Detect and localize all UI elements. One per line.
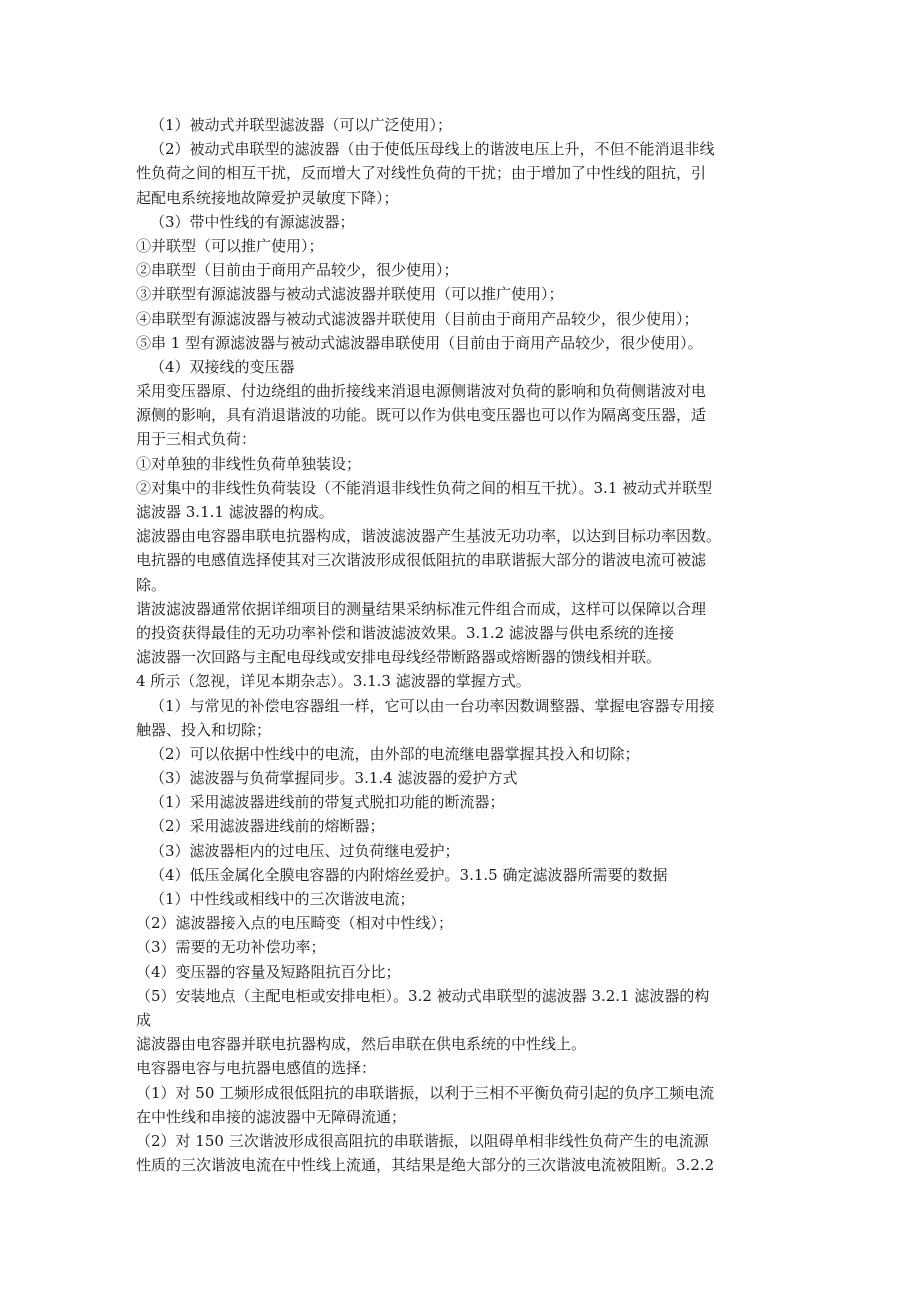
text-line: 滤波器由电容器串联电抗器构成，谐波滤波器产生基波无功功率，以达到目标功率因数。 [136,527,722,546]
text-line: ⑤串 1 型有源滤波器与被动式滤波器串联使用（目前由于商用产品较少，很少使用）。 [136,333,703,352]
text-line: （2）对 150 三次谐波形成很高阻抗的串联谐振，以阻碍单相非线性负荷产生的电流源 [136,1131,709,1150]
text-line: 电容器电容与电抗器电感值的选择： [136,1059,377,1078]
document-body [136,113,796,1177]
text-line: 滤波器 3.1.1 滤波器的构成。 [136,503,334,521]
text-line: （1）对 50 工频形成很低阻抗的串联谐振，以利于三相不平衡负荷引起的负序工频电流 [136,1083,715,1102]
text-line: （4）双接线的变压器 [150,357,295,376]
text-line: 滤波器一次回路与主配电母线或安排电母线经带断路器或熔断器的馈线相并联。 [136,648,662,667]
text-line: （2）可以依据中性线中的电流，由外部的电流继电器掌握其投入和切除； [150,744,640,763]
text-line: 电抗器的电感值选择使其对三次谐波形成很低阻抗的串联谐振大部分的谐波电流可被滤 [136,551,707,570]
text-line: （1）采用滤波器进线前的带复式脱扣功能的断流器； [150,793,505,812]
text-line: （4）变压器的容量及短路阻抗百分比； [136,962,401,981]
text-line: （3）滤波器与负荷掌握同步。3.1.4 滤波器的爱护方式 [150,769,518,788]
text-line: ④串联型有源滤波器与被动式滤波器并联使用（目前由于商用产品较少，很少使用）； [136,309,699,328]
text-line: ①并联型（可以推广使用）； [136,236,324,255]
text-line: （3）带中性线的有源滤波器； [150,212,355,231]
text-line: （3）滤波器柜内的过电压、过负荷继电爱护； [150,841,460,860]
text-line: 成 [136,1010,152,1029]
text-line: ②对集中的非线性负荷装设（不能消退非线性负荷之间的相互干扰）。3.1 被动式并联型 [136,478,713,497]
text-line: （1）被动式并联型滤波器（可以广泛使用）； [150,116,453,134]
text-line: 在中性线和串接的滤波器中无障碍流通； [136,1107,407,1126]
text-line: （2）采用滤波器进线前的熔断器； [150,817,385,836]
text-line: 性质的三次谐波电流在中性线上流通，其结果是绝大部分的三次谐波电流被阻断。3.2.2 [136,1156,715,1175]
text-line: 谐波滤波器通常依据详细项目的测量结果采纳标准元件组合而成，这样可以保障以合理 [136,599,707,618]
text-line: （2）被动式串联型的滤波器（由于使低压母线上的谐波电压上升，不但不能消退非线 [150,140,715,159]
text-line: 用于三相式负荷： [136,430,257,449]
text-line: 滤波器由电容器并联电抗器构成，然后串联在供电系统的中性线上。 [136,1035,587,1054]
text-line: 触器、投入和切除； [136,720,272,739]
text-line: （1）中性线或相线中的三次谐波电流； [150,890,415,908]
text-line: ③并联型有源滤波器与被动式滤波器并联使用（可以推广使用）； [136,285,564,304]
text-line: （1）与常见的补偿电容器组一样，它可以由一台功率因数调整器、掌握电容器专用接 [150,696,715,715]
text-line: 起配电系统接地故障爱护灵敏度下降）； [136,188,399,207]
text-line: 除。 [136,575,167,594]
text-line: 采用变压器原、付边绕组的曲折接线来消退电源侧谐波对负荷的影响和负荷侧谐波对电 [136,382,707,401]
text-line: （2）滤波器接入点的电压畸变（相对中性线）； [136,914,454,933]
text-line: 的投资获得最佳的无功功率补偿和谐波滤波效果。3.1.2 滤波器与供电系统的连接 [136,623,674,642]
text-line: （3）需要的无功补偿功率； [136,938,326,957]
text-line: （4）低压金属化全膜电容器的内附熔丝爱护。3.1.5 确定滤波器所需要的数据 [150,865,668,884]
text-line: ②串联型（目前由于商用产品较少，很少使用）； [136,261,459,280]
text-line: 性负荷之间的相互干扰，反而增大了对线性负荷的干扰；由于增加了中性线的阻抗，引 [136,164,707,183]
text-line: 4 所示（忽视，详见本期杂志）。3.1.3 滤波器的掌握方式。 [136,672,531,691]
text-line: （5）安装地点（主配电柜或安排电柜）。3.2 被动式串联型的滤波器 3.2.1 滤波器的构 [136,986,710,1005]
text-line: 源侧的影响，具有消退谐波的功能。既可以作为供电变压器也可以作为隔离变压器，适 [136,406,707,425]
text-line: ①对单独的非线性负荷单独装设； [136,454,362,473]
